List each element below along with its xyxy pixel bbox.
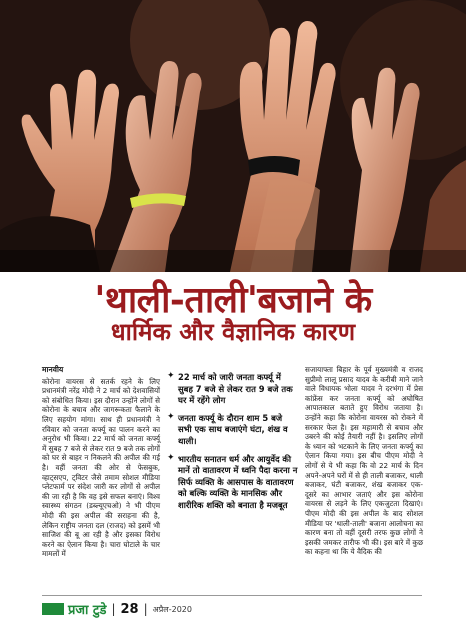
clapping-hands-illustration [0, 0, 466, 272]
right-column-text: सजायाफ्ता बिहार के पूर्व मुख्यमंत्री व राजद सुप्रीमो लालू प्रसाद यादव के करीबी माने जाने वाले विधायक भोला यादव ने दरभंगा में प्रेस कांफ्रेंस कर जनता कर्फ्यू को अघोषित आपातकाल बताते हुए विरोध जताया है। उन्होंने कहा कि कोरोना वायरस को रोकने में सरकार फेल है। इस महामारी से बचाव और उबरने की कोई तैयारी नहीं है। इसलिए लोगों के ध्यान को भटकाने के लिए जनता कर्फ्यू का ऐलान किया गया। इस बीच पीएम मोदी ने लोगों से ये भी कहा कि वो 22 मार्च के दिन अपने-अपने घरों में से ही ताली बजाकर, थाली बजाकर, घंटी बजाकर, शंख बजाकर एक-दूसरे का आभार जताएं और इस कोरोना वायरस से लड़ने के लिए एकजुटता दिखाएं। पीएम मोदी की इस अपील के बाद सोशल मीडिया पर 'थाली-ताली' बजाना आलोचना का कारण बना तो वहीं दूसरी तरफ कुछ लोगों ने इसकी जमकर तारीफ भी की। इस बारे में कुछ का कहना था कि ये वैदिक की [305, 365, 423, 557]
footer-divider [42, 595, 422, 596]
article-headline: 'थाली-ताली'बजाने के [94, 279, 372, 321]
callout-item [167, 454, 298, 512]
clapping-hands-photo [0, 0, 466, 272]
byline: मानवीय [42, 365, 64, 374]
page-footer [42, 600, 192, 618]
brand-logo [42, 600, 106, 618]
article-right-column [305, 365, 423, 557]
footer-separator: | [143, 602, 148, 616]
star-bullet-icon: ✦ [167, 411, 175, 422]
article-subheadline: धार्मिक और वैज्ञानिक कारण [110, 317, 356, 346]
star-bullet-icon: ✦ [167, 371, 175, 381]
callout-item-text: जनता कर्फ्यू के दौरान शाम 5 बजे सभी एक साथ बजाएंगे घंटा, शंख व थाली। [178, 412, 288, 446]
page-number: 28 [120, 601, 139, 617]
brand-name: प्रजा टुडे [68, 603, 107, 618]
callout-box [167, 372, 298, 548]
callout-item [167, 413, 298, 448]
brand-bar-icon [42, 603, 64, 615]
issue-date: अप्रैल-2020 [152, 604, 192, 614]
left-column-text: कोरोना वायरस से सतर्क रहने के लिए प्रधानमंत्री नरेंद्र मोदी ने 2 मार्च को देशवासियों को संबोधित किया। इस दौरान उन्होंने लोगों से कोरोना के बचाव और जागरूकता फैलाने के लिए सहयोग मांगा। साथ ही प्रधानमंत्री ने रविवार को जनता कर्फ्यू का पालन करने का अनुरोध भी किया। 22 मार्च को जनता कर्फ्यू में सुबह 7 बजे से लेकर रात 9 बजे तक लोगों को घर से बाहर न निकलने की अपील की गई है। वहीं जनता की ओर से फेसबुक, व्हाट्सएप, ट्विटर जैसे तमाम सोशल मीडिया प्लेटफार्म पर संदेश जारी कर लोगों से अपील की जा रही है कि वह इसे सफल बनाएं। विश्व स्वास्थ्य संगठन (डब्ल्यूएचओ) ने भी पीएम मोदी की इस अपील की सराहना की है, लेकिन राष्ट्रीय जनता दल (राजद) को इसमें भी साजिश की बू आ रही है और इसका विरोध करने का ऐलान किया है। चारा घोटाले के चार मामलों में [42, 376, 160, 559]
article-left-column [42, 365, 160, 559]
callout-item-text: भारतीय सनातन धर्म और आयुर्वेद की मानें तो वातावरण में ध्वनि पैदा करना न सिर्फ व्यक्ति के आसपास के वातावरण को बल्कि व्यक्ति के मानसिक और शारीरिक शक्ति को बनाता है मजबूत [178, 453, 298, 510]
callout-item-text: 22 मार्च को जारी जनता कर्फ्यू में सुबह 7 बजे से लेकर रात 9 बजे तक घर में रहेंगे लोग [178, 372, 293, 406]
star-bullet-icon: ✦ [167, 452, 175, 463]
footer-separator: | [111, 602, 116, 616]
callout-item [167, 372, 298, 407]
